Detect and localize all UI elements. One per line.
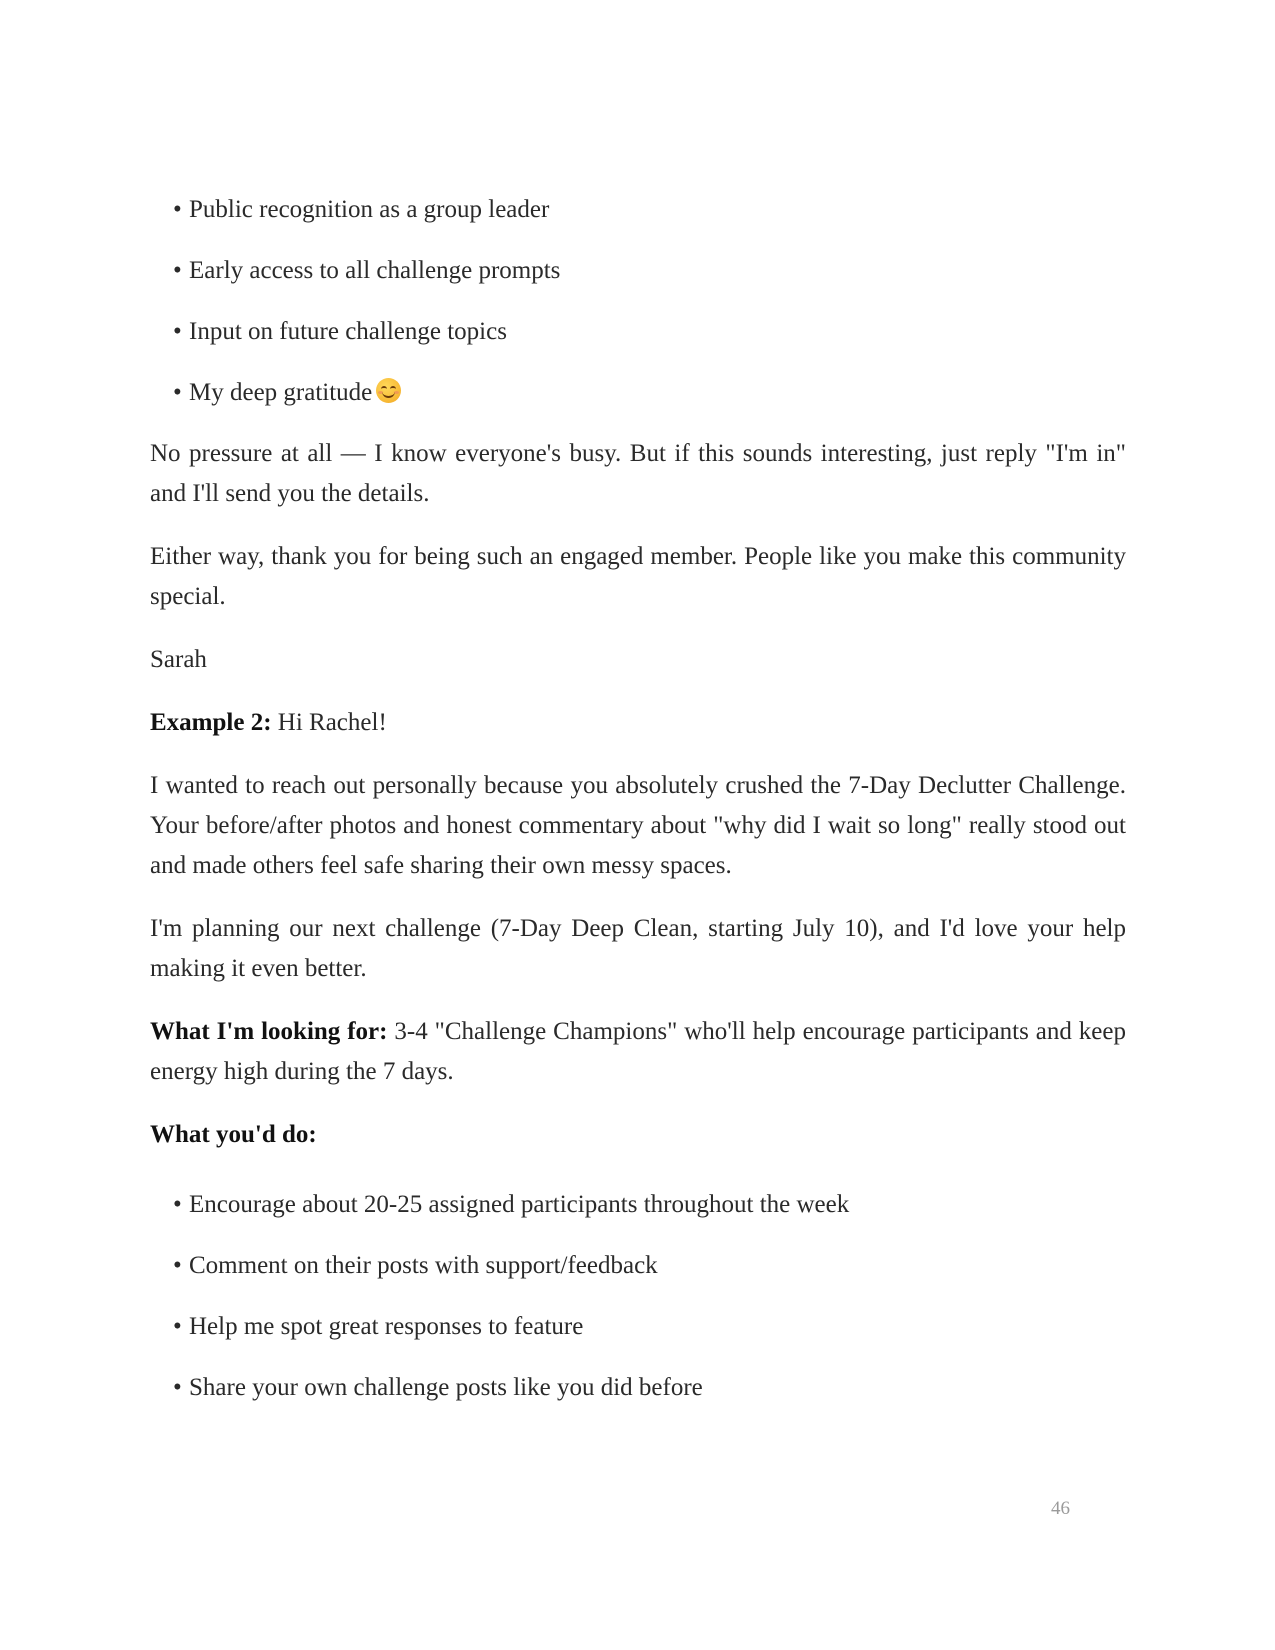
bullet-icon: • (173, 257, 182, 284)
example-2-heading (150, 703, 1126, 743)
no-pressure-paragraph: No pressure at all — I know everyone's busy. But if this sounds interesting, just reply "I'm in" and I'll send you the details. (150, 440, 1126, 507)
bullet-icon: • (173, 1252, 182, 1279)
bullet-icon: • (173, 1313, 182, 1340)
list-item: • Input on future challenge topics (173, 312, 1126, 352)
duties-list (150, 1185, 1126, 1408)
signature: Sarah (150, 646, 207, 673)
looking-for-paragraph (150, 1012, 1126, 1092)
list-item: • Early access to all challenge prompts (173, 251, 1126, 291)
list-item: • Encourage about 20-25 assigned participants throughout the week (173, 1185, 1126, 1225)
list-item: • Help me spot great responses to feature (173, 1307, 1126, 1347)
page-number: 46 (1051, 1498, 1070, 1519)
looking-for-label: What I'm looking for: (150, 1018, 388, 1045)
planning-paragraph: I'm planning our next challenge (7-Day Deep Clean, starting July 10), and I'd love your help making it even better. (150, 915, 1126, 982)
bullet-icon: • (173, 196, 182, 223)
bullet-icon: • (173, 379, 182, 406)
benefits-list (150, 190, 1126, 413)
example-label: Example 2: (150, 709, 272, 736)
thank-you-paragraph: Either way, thank you for being such an engaged member. People like you make this community special. (150, 543, 1126, 610)
reach-out-paragraph: I wanted to reach out personally because you absolutely crushed the 7-Day Declutter Challenge. Your before/after photos and honest commentary about "why did I wait so long" really stood out and made others feel safe sharing their own messy spaces. (150, 772, 1126, 879)
list-item: • My deep gratitude (173, 373, 1126, 413)
list-item: • Public recognition as a group leader (173, 190, 1126, 230)
greeting: Hi Rachel! (277, 709, 387, 736)
list-item: • Comment on their posts with support/feedback (173, 1246, 1126, 1286)
bullet-icon: • (173, 318, 182, 345)
what-youd-do-heading: What you'd do: (150, 1121, 317, 1148)
list-item: • Share your own challenge posts like you did before (173, 1368, 1126, 1408)
smiling-face-icon (376, 378, 401, 403)
document-page (150, 190, 1126, 1429)
bullet-icon: • (173, 1191, 182, 1218)
bullet-icon: • (173, 1374, 182, 1401)
looking-for-text: 3-4 "Challenge Champions" who'll help encourage participants and keep energy high during the 7 days. (150, 1018, 1126, 1085)
